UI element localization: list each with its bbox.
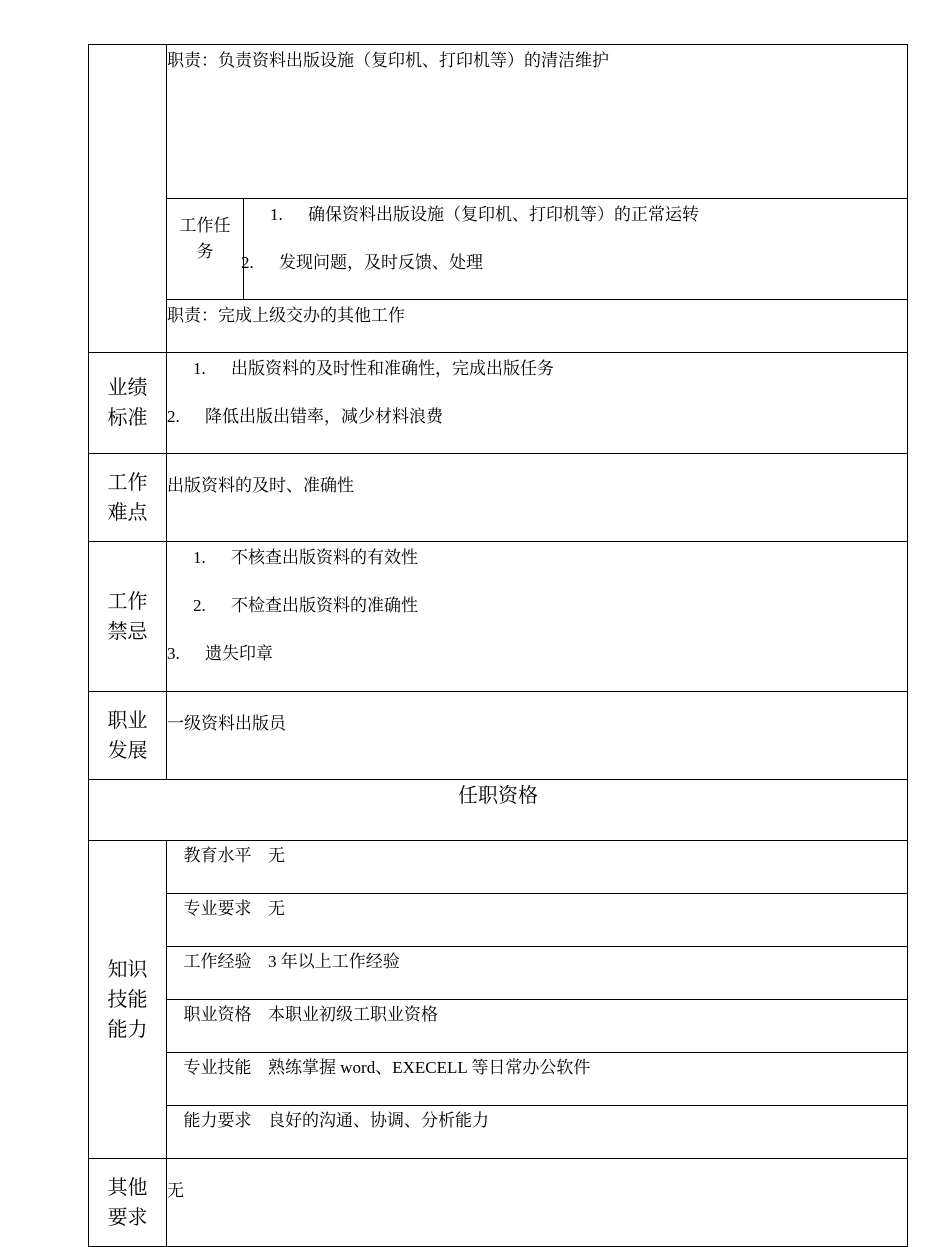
taboo-item: 1. 不核查出版资料的有效性	[193, 548, 418, 567]
taboo-label: 工作禁忌	[89, 542, 167, 692]
other-cell	[167, 1159, 908, 1247]
ksa-value: 无	[268, 899, 285, 918]
ksa-value: 良好的沟通、协调、分析能力	[268, 1111, 489, 1130]
ksa-row	[167, 1053, 908, 1106]
ksa-value: 本职业初级工职业资格	[268, 1005, 438, 1024]
ksa-key: 能力要求	[183, 1111, 252, 1130]
performance-cell	[167, 353, 908, 454]
responsibility-2-cell	[167, 300, 908, 353]
ksa-row	[167, 894, 908, 947]
ksa-row	[167, 1000, 908, 1053]
responsibility-label-cell	[89, 45, 167, 353]
ksa-key: 专业技能	[183, 1058, 252, 1077]
career-text: 一级资料出版员	[167, 714, 286, 733]
task-cell	[167, 199, 908, 300]
performance-item: 2. 降低出版出错率，减少材料浪费	[167, 407, 443, 426]
other-text: 无	[167, 1181, 184, 1200]
taboo-item: 2. 不检查出版资料的准确性	[193, 596, 418, 615]
task-inner-table	[167, 199, 907, 299]
performance-label: 业绩标准	[89, 353, 167, 454]
qualification-title: 任职资格	[89, 780, 908, 841]
ksa-row	[167, 947, 908, 1000]
task-label: 工作任务	[167, 199, 244, 299]
taboo-item: 3. 遗失印章	[167, 644, 273, 663]
ksa-key: 专业要求	[183, 899, 252, 918]
career-label: 职业发展	[89, 692, 167, 780]
career-cell	[167, 692, 908, 780]
ksa-key: 教育水平	[183, 846, 252, 865]
responsibility-1-cell	[167, 45, 908, 199]
ksa-value: 3 年以上工作经验	[268, 952, 400, 971]
job-description-page	[88, 44, 907, 1247]
performance-item: 1. 出版资料的及时性和准确性，完成出版任务	[193, 359, 554, 378]
difficulty-cell	[167, 454, 908, 542]
ksa-row	[167, 841, 908, 894]
ksa-key: 职业资格	[183, 1005, 252, 1024]
task-item: 1. 确保资料出版设施（复印机、打印机等）的正常运转	[270, 205, 699, 224]
ksa-value: 无	[268, 846, 285, 865]
task-list	[241, 199, 908, 299]
task-item: 2. 发现问题，及时反馈、处理	[241, 253, 483, 272]
responsibility-1-text: 职责：负责资料出版设施（复印机、打印机等）的清洁维护	[167, 51, 609, 70]
responsibility-2-text: 职责：完成上级交办的其他工作	[167, 306, 405, 325]
difficulty-label: 工作难点	[89, 454, 167, 542]
ksa-label: 知识技能能力	[89, 841, 167, 1159]
difficulty-text: 出版资料的及时、准确性	[167, 476, 354, 495]
taboo-cell	[167, 542, 908, 692]
ksa-row	[167, 1106, 908, 1159]
ksa-value: 熟练掌握 word、EXECELL 等日常办公软件	[268, 1058, 591, 1077]
other-label: 其他要求	[89, 1159, 167, 1247]
job-description-table	[88, 44, 908, 1247]
ksa-key: 工作经验	[183, 952, 252, 971]
